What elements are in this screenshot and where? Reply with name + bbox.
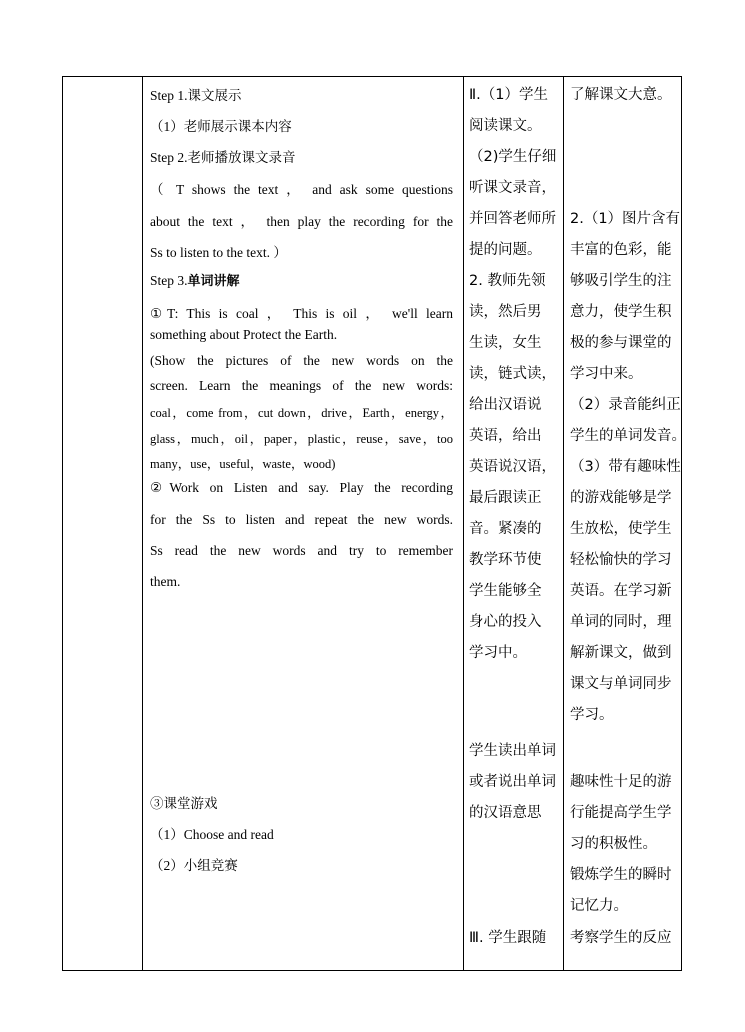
activity-line: 的汉语意思: [469, 805, 542, 821]
item1-line: something about Protect the Earth.: [150, 327, 338, 342]
show-line: glass，much，oil，paper，plastic，reuse，save，too: [150, 432, 453, 446]
intent-line: 行能提高学生学: [570, 805, 672, 821]
activity-line: 音。紧凑的: [469, 521, 542, 537]
item2-line: ②Work on Listen and say. Play the recording: [150, 480, 453, 495]
intent-line: 2.（1）图片含有: [570, 211, 681, 227]
paragraph-line: about the text ， then play the recording for the: [150, 214, 453, 229]
item3-heading: ③课堂游戏: [150, 796, 218, 811]
intent-line: 丰富的色彩，能: [570, 242, 672, 258]
intent-line: 极的参与课堂的: [570, 335, 672, 351]
intent-line: 单词的同时，理: [570, 614, 672, 630]
activity-line: 学生能够全: [469, 583, 542, 599]
activity-line: 2. 教师先领: [469, 273, 546, 289]
intent-line: 趣味性十足的游: [570, 774, 672, 790]
item3-sub: （1）Choose and read: [150, 827, 274, 842]
activity-line: 给出汉语说: [469, 397, 542, 413]
activity-line: 读，然后男: [469, 304, 542, 320]
step1-heading: Step 1.课文展示: [150, 88, 242, 103]
intent-line: 习的积极性。: [570, 836, 657, 852]
activity-line: （2)学生仔细: [469, 149, 557, 165]
step3-prefix: Step 3.: [150, 273, 188, 288]
intent-line: 锻炼学生的瞬时: [570, 867, 672, 883]
intent-line: 课文与单词同步: [570, 676, 672, 692]
intent-line: 学生的单词发音。: [570, 428, 686, 444]
intent-line: 英语。在学习新: [570, 583, 672, 599]
activity-line: 学习中。: [469, 645, 527, 661]
activity-line: 提的问题。: [469, 242, 542, 258]
intent-line: 轻松愉快的学习: [570, 552, 672, 568]
paragraph-line: （ T shows the text ， and ask some questions: [150, 182, 453, 197]
activity-line: 生读，女生: [469, 335, 542, 351]
intent-line: 意力，使学生积: [570, 304, 672, 320]
activity-line: Ⅱ.（1）学生: [469, 87, 548, 103]
activity-line: 身心的投入: [469, 614, 542, 630]
step3-heading: [150, 270, 240, 289]
activity-line: 读，链式读，: [469, 366, 556, 382]
paragraph-line: Ss to listen to the text. ）: [150, 245, 287, 260]
intent-line: 考察学生的反应: [570, 930, 672, 946]
column-divider: [463, 77, 464, 970]
activity-line: 学生读出单词: [469, 743, 556, 759]
show-line: screen. Learn the meanings of the new words:: [150, 378, 453, 393]
step1-item: （1）老师展示课本内容: [150, 119, 292, 134]
activity-line: 或者说出单词: [469, 774, 556, 790]
intent-line: 学习中来。: [570, 366, 643, 382]
item2-line: them.: [150, 574, 181, 589]
item2-line: for the Ss to listen and repeat the new words.: [150, 512, 453, 527]
intent-line: 解新课文，做到: [570, 645, 672, 661]
intent-line: 生放松，使学生: [570, 521, 672, 537]
show-line: many，use，useful，waste，wood): [150, 457, 336, 471]
intent-line: （3）带有趣味性: [570, 459, 681, 475]
activity-line: 阅读课文。: [469, 118, 542, 134]
step3-title: 单词讲解: [187, 274, 240, 289]
intent-line: 记忆力。: [570, 898, 628, 914]
activity-line: 听课文录音，: [469, 180, 556, 196]
show-line: coal，come from，cut down，drive，Earth，energy，: [150, 406, 453, 420]
activity-line: 并回答老师所: [469, 211, 556, 227]
activity-line: 英语说汉语，: [469, 459, 556, 475]
activity-line: 最后跟读正: [469, 490, 542, 506]
activity-line: 教学环节使: [469, 552, 542, 568]
intent-line: 了解课文大意。: [570, 87, 672, 103]
item1-line: ①T: This is coal ， This is oil ， we'll learn: [150, 306, 453, 321]
item3-sub: （2）小组竞赛: [150, 858, 238, 873]
step2-heading: Step 2.老师播放课文录音: [150, 150, 296, 165]
show-line: (Show the pictures of the new words on the: [150, 353, 453, 368]
intent-line: 的游戏能够是学: [570, 490, 672, 506]
intent-line: 够吸引学生的注: [570, 273, 672, 289]
item2-line: Ss read the new words and try to remember: [150, 543, 453, 558]
activity-line: 英语，给出: [469, 428, 542, 444]
column-divider: [563, 77, 564, 970]
activity-line: Ⅲ. 学生跟随: [469, 930, 547, 946]
column-divider: [142, 77, 143, 970]
intent-line: （2）录音能纠正: [570, 397, 681, 413]
intent-line: 学习。: [570, 707, 614, 723]
